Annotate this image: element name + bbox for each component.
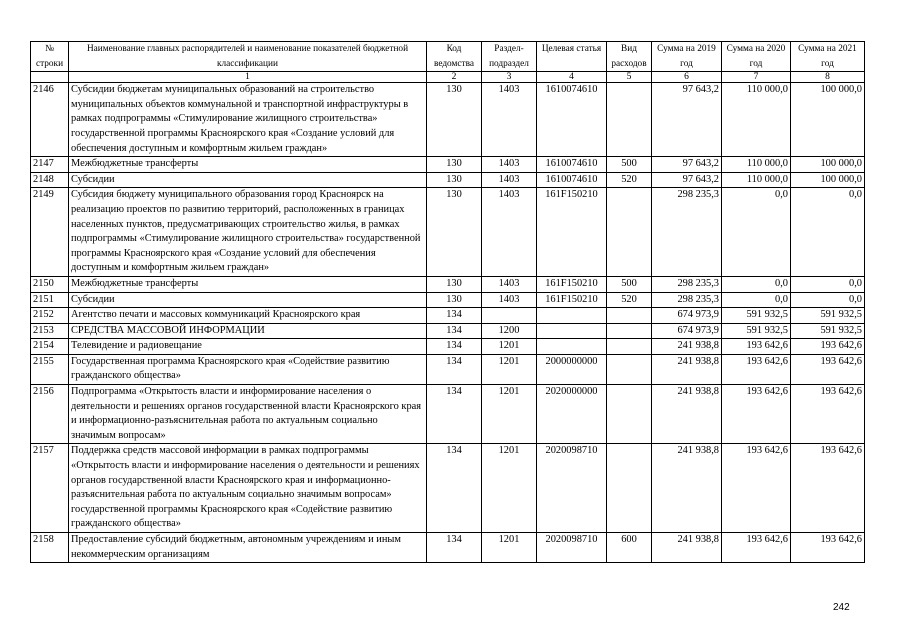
row-name: Телевидение и радиовещание	[69, 339, 427, 355]
row-dept-code: 130	[427, 157, 482, 173]
row-sum-2021: 193 642,6	[791, 354, 865, 384]
row-dept-code: 134	[427, 308, 482, 324]
row-sum-2019: 241 938,8	[652, 385, 722, 444]
row-expense-type	[607, 385, 652, 444]
row-target-article	[537, 308, 607, 324]
row-expense-type: 520	[607, 172, 652, 188]
row-section	[482, 308, 537, 324]
row-name: Межбюджетные трансферты	[69, 157, 427, 173]
row-section: 1403	[482, 172, 537, 188]
row-sum-2019: 97 643,2	[652, 83, 722, 157]
table-row	[31, 444, 865, 533]
budget-table	[30, 41, 865, 563]
row-dept-code: 134	[427, 323, 482, 339]
row-sum-2019: 97 643,2	[652, 157, 722, 173]
row-expense-type	[607, 83, 652, 157]
row-sum-2021: 193 642,6	[791, 385, 865, 444]
row-sum-2019: 241 938,8	[652, 444, 722, 533]
row-name: СРЕДСТВА МАССОВОЙ ИНФОРМАЦИИ	[69, 323, 427, 339]
row-section: 1403	[482, 157, 537, 173]
row-section: 1403	[482, 83, 537, 157]
row-number: 2154	[31, 339, 69, 355]
row-sum-2021: 100 000,0	[791, 172, 865, 188]
header-sum-2019: Сумма на 2019 год	[652, 42, 722, 72]
table-row	[31, 157, 865, 173]
row-name: Субсидии	[69, 292, 427, 308]
header-expense-type: Вид расходов	[607, 42, 652, 72]
row-sum-2020: 110 000,0	[722, 83, 791, 157]
header-dept-code: Код ведомства	[427, 42, 482, 72]
row-expense-type	[607, 323, 652, 339]
row-section: 1403	[482, 188, 537, 277]
row-sum-2020: 591 932,5	[722, 323, 791, 339]
row-expense-type	[607, 188, 652, 277]
table-row	[31, 354, 865, 384]
row-expense-type: 520	[607, 292, 652, 308]
row-target-article	[537, 339, 607, 355]
table-row	[31, 188, 865, 277]
row-dept-code: 130	[427, 83, 482, 157]
row-number: 2151	[31, 292, 69, 308]
row-dept-code: 134	[427, 444, 482, 533]
table-row	[31, 292, 865, 308]
row-number: 2152	[31, 308, 69, 324]
row-section: 1403	[482, 276, 537, 292]
row-dept-code: 130	[427, 276, 482, 292]
row-section: 1201	[482, 444, 537, 533]
column-number: 8	[791, 72, 865, 83]
row-target-article: 161F150210	[537, 188, 607, 277]
row-section: 1201	[482, 385, 537, 444]
row-number: 2158	[31, 533, 69, 563]
row-sum-2020: 110 000,0	[722, 172, 791, 188]
row-sum-2021: 591 932,5	[791, 308, 865, 324]
column-number: 7	[722, 72, 791, 83]
row-sum-2019: 298 235,3	[652, 188, 722, 277]
row-sum-2021: 0,0	[791, 292, 865, 308]
row-expense-type: 500	[607, 276, 652, 292]
row-sum-2021: 0,0	[791, 188, 865, 277]
row-name: Поддержка средств массовой информации в рамках подпрограммы «Открытость власти и информирование населения о деятельности и решениях органов государственной власти Красноярского края и информационно-разъяснительная работа по актуальным социально значимым вопросам» государственной программы Красноярского края «Содействие развитию гражданского общества»	[69, 444, 427, 533]
row-sum-2020: 591 932,5	[722, 308, 791, 324]
row-number: 2149	[31, 188, 69, 277]
table-row	[31, 276, 865, 292]
row-expense-type	[607, 339, 652, 355]
row-number: 2146	[31, 83, 69, 157]
row-number: 2156	[31, 385, 69, 444]
row-sum-2021: 100 000,0	[791, 157, 865, 173]
row-sum-2020: 193 642,6	[722, 354, 791, 384]
row-target-article: 161F150210	[537, 292, 607, 308]
row-name: Межбюджетные трансферты	[69, 276, 427, 292]
row-sum-2020: 193 642,6	[722, 533, 791, 563]
row-name: Субсидии	[69, 172, 427, 188]
row-dept-code: 130	[427, 188, 482, 277]
row-expense-type	[607, 354, 652, 384]
row-sum-2020: 193 642,6	[722, 444, 791, 533]
row-sum-2021: 100 000,0	[791, 83, 865, 157]
table-row	[31, 323, 865, 339]
row-name: Субсидии бюджетам муниципальных образований на строительство муниципальных объектов коммунальной и транспортной инфраструктуры в рамках подпрограммы «Стимулирование жилищного строительства» государственной программы Красноярского края «Создание условий для обеспечения доступным и комфортным жильем граждан»	[69, 83, 427, 157]
row-dept-code: 134	[427, 533, 482, 563]
row-dept-code: 134	[427, 354, 482, 384]
column-number: 2	[427, 72, 482, 83]
table-row	[31, 339, 865, 355]
table-header	[31, 42, 865, 83]
header-sum-2021: Сумма на 2021 год	[791, 42, 865, 72]
row-target-article: 2020098710	[537, 533, 607, 563]
row-sum-2020: 0,0	[722, 292, 791, 308]
row-target-article	[537, 323, 607, 339]
row-sum-2020: 110 000,0	[722, 157, 791, 173]
row-expense-type	[607, 444, 652, 533]
header-sum-2020: Сумма на 2020 год	[722, 42, 791, 72]
table-row	[31, 385, 865, 444]
column-number: 4	[537, 72, 607, 83]
page-number: 242	[833, 602, 850, 613]
row-target-article: 2020000000	[537, 385, 607, 444]
row-number: 2157	[31, 444, 69, 533]
row-expense-type: 500	[607, 157, 652, 173]
row-sum-2019: 674 973,9	[652, 308, 722, 324]
column-number: 3	[482, 72, 537, 83]
row-name: Субсидия бюджету муниципального образования город Красноярск на реализацию проектов по развитию территорий, расположенных в границах населенных пунктов, предусматривающих строительство жилья, в рамках подпрограммы «Стимулирование жилищного строительства» государственной программы Красноярского края «Создание условий для обеспечения доступным и комфортным жильем граждан»	[69, 188, 427, 277]
row-section: 1403	[482, 292, 537, 308]
row-sum-2019: 674 973,9	[652, 323, 722, 339]
column-number: 5	[607, 72, 652, 83]
row-target-article: 161F150210	[537, 276, 607, 292]
row-name: Агентство печати и массовых коммуникаций Красноярского края	[69, 308, 427, 324]
row-number: 2148	[31, 172, 69, 188]
row-sum-2019: 241 938,8	[652, 533, 722, 563]
header-name: Наименование главных распорядителей и наименование показателей бюджетной классификации	[69, 42, 427, 72]
row-target-article: 1610074610	[537, 157, 607, 173]
row-sum-2020: 0,0	[722, 188, 791, 277]
row-sum-2019: 298 235,3	[652, 292, 722, 308]
row-sum-2020: 193 642,6	[722, 385, 791, 444]
row-sum-2019: 97 643,2	[652, 172, 722, 188]
header-row-number: № строки	[31, 42, 69, 72]
row-number: 2155	[31, 354, 69, 384]
row-dept-code: 134	[427, 385, 482, 444]
row-dept-code: 130	[427, 292, 482, 308]
row-dept-code: 130	[427, 172, 482, 188]
table-row	[31, 83, 865, 157]
row-name: Государственная программа Красноярского края «Содействие развитию гражданского общества»	[69, 354, 427, 384]
row-section: 1201	[482, 354, 537, 384]
row-number: 2150	[31, 276, 69, 292]
row-target-article: 2020098710	[537, 444, 607, 533]
row-dept-code: 134	[427, 339, 482, 355]
row-section: 1201	[482, 339, 537, 355]
table-row	[31, 308, 865, 324]
row-expense-type	[607, 308, 652, 324]
row-sum-2021: 193 642,6	[791, 339, 865, 355]
row-section: 1201	[482, 533, 537, 563]
row-expense-type: 600	[607, 533, 652, 563]
table-row	[31, 533, 865, 563]
row-sum-2019: 298 235,3	[652, 276, 722, 292]
row-sum-2021: 193 642,6	[791, 444, 865, 533]
table-row	[31, 172, 865, 188]
row-number: 2153	[31, 323, 69, 339]
row-name: Предоставление субсидий бюджетным, автономным учреждениям и иным некоммерческим организациям	[69, 533, 427, 563]
column-number-blank	[31, 72, 69, 83]
row-sum-2021: 591 932,5	[791, 323, 865, 339]
row-target-article: 1610074610	[537, 83, 607, 157]
column-number: 6	[652, 72, 722, 83]
row-target-article: 2000000000	[537, 354, 607, 384]
header-target-article: Целевая статья	[537, 42, 607, 72]
row-sum-2020: 0,0	[722, 276, 791, 292]
row-number: 2147	[31, 157, 69, 173]
row-sum-2020: 193 642,6	[722, 339, 791, 355]
row-section: 1200	[482, 323, 537, 339]
column-number: 1	[69, 72, 427, 83]
table-body	[31, 83, 865, 563]
row-sum-2019: 241 938,8	[652, 339, 722, 355]
row-sum-2021: 193 642,6	[791, 533, 865, 563]
column-number-row	[31, 72, 865, 83]
row-sum-2021: 0,0	[791, 276, 865, 292]
row-sum-2019: 241 938,8	[652, 354, 722, 384]
row-target-article: 1610074610	[537, 172, 607, 188]
header-section: Раздел-подраздел	[482, 42, 537, 72]
row-name: Подпрограмма «Открытость власти и информирование населения о деятельности и решениях органов государственной власти Красноярского края и информационно-разъяснительная работа по актуальным социально значимым вопросам»	[69, 385, 427, 444]
